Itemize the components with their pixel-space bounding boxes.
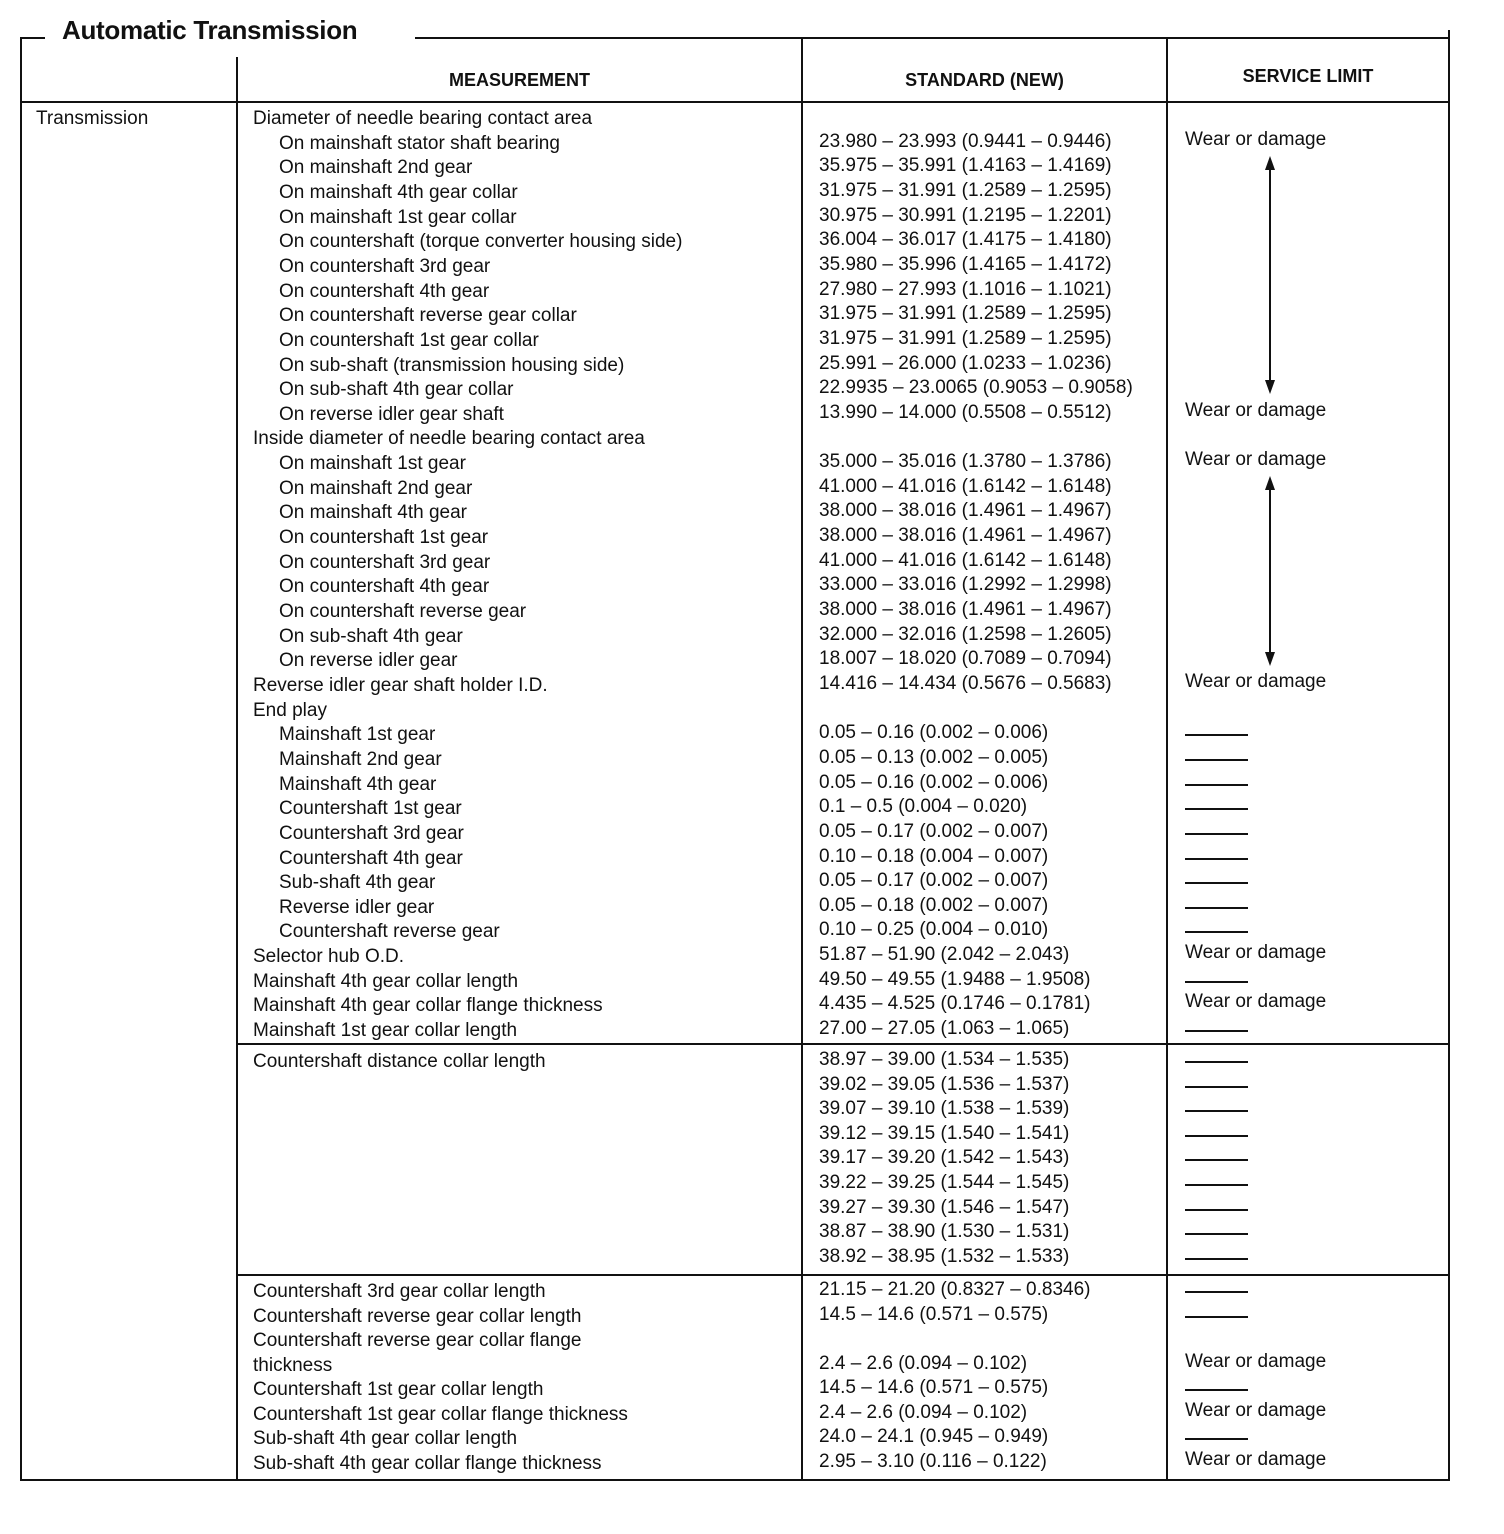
service-limit-cell: Wear or damage — [1185, 399, 1327, 421]
standard-cell: 39.27 – 39.30 (1.546 – 1.547) — [819, 1196, 1070, 1218]
table-row — [0, 1122, 1504, 1149]
standard-cell: 38.000 – 38.016 (1.4961 – 1.4967) — [819, 599, 1112, 620]
standard-cell: 49.50 – 49.55 (1.9488 – 1.9508) — [819, 968, 1091, 990]
no-limit-dash — [1185, 1110, 1248, 1112]
standard-cell: 38.000 – 38.016 (1.4961 – 1.4967) — [819, 525, 1112, 547]
standard-cell: 27.980 – 27.993 (1.1016 – 1.1021) — [819, 278, 1112, 300]
standard-cell: 35.980 – 35.996 (1.4165 – 1.4172) — [819, 253, 1112, 275]
measurement-cell: Countershaft 1st gear collar flange thickness — [253, 1403, 628, 1425]
no-limit-dash — [1185, 808, 1248, 810]
table-row — [0, 820, 1504, 847]
table-row — [0, 1196, 1504, 1223]
standard-cell: 30.975 – 30.991 (1.2195 – 1.2201) — [819, 204, 1112, 226]
measurement-cell: Countershaft reverse gear collar flange — [253, 1330, 582, 1352]
table-row — [0, 399, 1504, 428]
measurement-cell: thickness — [253, 1354, 333, 1376]
standard-cell: 38.92 – 38.95 (1.532 – 1.533) — [819, 1245, 1070, 1267]
standard-cell: 33.000 – 33.016 (1.2992 – 1.2998) — [819, 574, 1112, 596]
no-limit-dash — [1185, 1316, 1248, 1318]
table-row — [0, 798, 1504, 822]
standard-cell: 13.990 – 14.000 (0.5508 – 0.5512) — [819, 401, 1112, 423]
no-limit-dash — [1185, 981, 1248, 983]
no-limit-dash — [1185, 1258, 1248, 1260]
standard-cell: 36.004 – 36.017 (1.4175 – 1.4180) — [819, 229, 1112, 251]
service-limit-cell: Wear or damage — [1185, 1448, 1327, 1470]
standard-cell: 14.416 – 14.434 (0.5676 – 0.5683) — [819, 672, 1112, 694]
standard-cell: 39.02 – 39.05 (1.536 – 1.537) — [819, 1073, 1070, 1095]
table-row — [0, 942, 1504, 970]
table-row — [0, 352, 1504, 379]
standard-cell: 0.05 – 0.16 (0.002 – 0.006) — [819, 771, 1049, 793]
standard-cell: 0.05 – 0.16 (0.002 – 0.006) — [819, 722, 1049, 744]
table-row — [0, 1350, 1504, 1379]
header-service-limit: SERVICE LIMIT — [1242, 66, 1374, 86]
measurement-cell: Countershaft 3rd gear — [279, 822, 464, 844]
no-limit-dash — [1185, 759, 1248, 761]
measurement-cell: Countershaft 4th gear — [279, 847, 463, 869]
measurement-cell: End play — [253, 699, 327, 721]
standard-cell: 38.97 – 39.00 (1.534 – 1.535) — [819, 1049, 1070, 1070]
header-measurement: MEASUREMENT — [448, 70, 590, 90]
standard-cell: 18.007 – 18.020 (0.7089 – 0.7094) — [819, 648, 1112, 670]
measurement-cell: On countershaft (torque converter housing side) — [279, 231, 683, 253]
table-row — [0, 1303, 1504, 1330]
standard-cell: 39.12 – 39.15 (1.540 – 1.541) — [819, 1122, 1070, 1144]
measurement-cell: Inside diameter of needle bearing contact area — [253, 428, 645, 450]
no-limit-dash — [1185, 1135, 1248, 1137]
measurement-cell: On sub-shaft 4th gear — [279, 625, 463, 647]
table-row — [0, 1073, 1504, 1100]
standard-cell: 31.975 – 31.991 (1.2589 – 1.2595) — [819, 327, 1112, 349]
measurement-cell: On sub-shaft 4th gear collar — [279, 379, 514, 401]
measurement-cell: Countershaft distance collar length — [253, 1051, 546, 1072]
table-row — [0, 991, 1504, 1019]
no-limit-dash — [1185, 907, 1248, 909]
table-row — [0, 746, 1504, 773]
table-row — [0, 128, 1504, 157]
measurement-cell: On countershaft 4th gear — [279, 280, 490, 302]
measurement-cell: On countershaft 3rd gear — [279, 551, 491, 573]
measurement-cell: Mainshaft 1st gear — [279, 724, 436, 746]
measurement-cell: On mainshaft 1st gear — [279, 453, 466, 475]
table-row — [0, 700, 1504, 724]
standard-cell: 35.000 – 35.016 (1.3780 – 1.3786) — [819, 451, 1112, 473]
standard-cell: 41.000 – 41.016 (1.6142 – 1.6148) — [819, 475, 1112, 497]
standard-cell: 31.975 – 31.991 (1.2589 – 1.2595) — [819, 179, 1112, 201]
table-row — [0, 894, 1504, 921]
table-row — [0, 305, 1504, 329]
table-row — [0, 623, 1504, 650]
measurement-cell: Reverse idler gear shaft holder I.D. — [253, 674, 548, 696]
no-limit-dash — [1185, 1233, 1248, 1235]
table-row — [0, 1020, 1504, 1044]
table-row — [0, 1448, 1504, 1477]
no-limit-dash — [1185, 1184, 1248, 1186]
standard-cell: 2.95 – 3.10 (0.116 – 0.122) — [819, 1450, 1047, 1472]
measurement-cell: On countershaft reverse gear — [279, 601, 527, 622]
standard-cell: 24.0 – 24.1 (0.945 – 0.949) — [819, 1426, 1049, 1448]
standard-cell: 32.000 – 32.016 (1.2598 – 1.2605) — [819, 623, 1112, 645]
table-row — [0, 1149, 1504, 1173]
table-row — [0, 1245, 1504, 1272]
standard-cell: 0.05 – 0.17 (0.002 – 0.007) — [819, 870, 1049, 892]
measurement-cell: Sub-shaft 4th gear collar flange thickness — [253, 1452, 602, 1474]
measurement-cell: Mainshaft 4th gear — [279, 773, 437, 795]
measurement-cell: Reverse idler gear — [279, 896, 435, 918]
standard-cell: 21.15 – 21.20 (0.8327 – 0.8346) — [819, 1279, 1091, 1300]
table-row — [0, 253, 1504, 280]
standard-cell: 2.4 – 2.6 (0.094 – 0.102) — [819, 1352, 1028, 1374]
no-limit-dash — [1185, 858, 1248, 860]
standard-cell: 22.9935 – 23.0065 (0.9053 – 0.9058) — [819, 377, 1133, 399]
table-row — [0, 872, 1504, 896]
table-row — [0, 527, 1504, 551]
standard-cell: 0.10 – 0.25 (0.004 – 0.010) — [819, 919, 1049, 941]
table-row — [0, 278, 1504, 305]
measurement-cell: On mainshaft 4th gear collar — [279, 181, 518, 203]
measurement-cell: On mainshaft stator shaft bearing — [279, 132, 560, 154]
standard-cell: 0.05 – 0.18 (0.002 – 0.007) — [819, 894, 1049, 916]
measurement-cell: Countershaft 1st gear — [279, 798, 462, 820]
measurement-cell: Mainshaft 4th gear collar flange thickness — [253, 995, 603, 1017]
table-row — [0, 670, 1504, 699]
no-limit-dash — [1185, 734, 1248, 736]
standard-cell: 0.10 – 0.18 (0.004 – 0.007) — [819, 845, 1049, 867]
standard-cell: 0.05 – 0.13 (0.002 – 0.005) — [819, 746, 1049, 768]
table-row — [0, 157, 1504, 181]
no-limit-dash — [1185, 1030, 1248, 1032]
standard-cell: 39.07 – 39.10 (1.538 – 1.539) — [819, 1098, 1070, 1120]
no-limit-dash — [1185, 1061, 1248, 1063]
measurement-cell: Countershaft 3rd gear collar length — [253, 1281, 546, 1302]
service-limit-cell: Wear or damage — [1185, 670, 1327, 692]
table-row — [0, 1281, 1504, 1305]
service-limit-cell: Wear or damage — [1185, 449, 1327, 471]
measurement-cell: On mainshaft 4th gear — [279, 502, 467, 524]
standard-cell: 39.17 – 39.20 (1.542 – 1.543) — [819, 1147, 1070, 1169]
standard-cell: 4.435 – 4.525 (0.1746 – 0.1781) — [819, 993, 1091, 1015]
service-limit-cell: Wear or damage — [1185, 942, 1327, 964]
measurement-cell: Countershaft 1st gear collar length — [253, 1379, 544, 1401]
page-title: Automatic Transmission — [62, 15, 358, 45]
measurement-cell: Mainshaft 4th gear collar length — [253, 970, 519, 992]
group-divider-2 — [236, 1274, 1450, 1276]
no-limit-dash — [1185, 1389, 1248, 1391]
measurement-cell: On countershaft 1st gear — [279, 527, 489, 549]
frame-bottom — [20, 1479, 1450, 1481]
no-limit-dash — [1185, 931, 1248, 933]
measurement-cell: Mainshaft 2nd gear — [279, 748, 442, 770]
table-row — [0, 576, 1504, 600]
service-limit-cell: Wear or damage — [1185, 1399, 1327, 1421]
standard-cell: 31.975 – 31.991 (1.2589 – 1.2595) — [819, 303, 1112, 325]
table-row — [0, 204, 1504, 231]
table-row — [0, 1051, 1504, 1075]
table-row — [0, 231, 1504, 255]
standard-cell: 39.22 – 39.25 (1.544 – 1.545) — [819, 1172, 1070, 1193]
measurement-cell: On countershaft reverse gear collar — [279, 305, 577, 327]
measurement-cell: Mainshaft 1st gear collar length — [253, 1020, 518, 1042]
section-label: Transmission — [36, 108, 149, 129]
table-row — [0, 845, 1504, 872]
measurement-cell: On reverse idler gear shaft — [279, 403, 504, 425]
standard-cell: 0.05 – 0.17 (0.002 – 0.007) — [819, 820, 1049, 842]
standard-cell: 23.980 – 23.993 (0.9441 – 0.9446) — [819, 130, 1112, 152]
measurement-cell: Diameter of needle bearing contact area — [253, 108, 593, 129]
standard-cell: 14.5 – 14.6 (0.571 – 0.575) — [819, 1303, 1049, 1325]
table-row — [0, 1399, 1504, 1428]
no-limit-dash — [1185, 1438, 1248, 1440]
measurement-cell: On countershaft 3rd gear — [279, 255, 491, 277]
table-row — [0, 179, 1504, 206]
table-row — [0, 449, 1504, 477]
standard-cell: 41.000 – 41.016 (1.6142 – 1.6148) — [819, 549, 1112, 571]
table-row — [0, 724, 1504, 748]
no-limit-dash — [1185, 1209, 1248, 1211]
service-limit-cell: Wear or damage — [1185, 128, 1327, 150]
no-limit-dash — [1185, 784, 1248, 786]
title-rule-right — [415, 37, 1450, 39]
measurement-cell: On sub-shaft (transmission housing side) — [279, 354, 625, 376]
measurement-cell: Sub-shaft 4th gear — [279, 872, 436, 894]
table-row — [0, 1100, 1504, 1124]
standard-cell: 38.000 – 38.016 (1.4961 – 1.4967) — [819, 500, 1112, 522]
table-row — [0, 475, 1504, 502]
no-limit-dash — [1185, 882, 1248, 884]
standard-cell: 0.1 – 0.5 (0.004 – 0.020) — [819, 796, 1028, 818]
table-row — [0, 601, 1504, 625]
standard-cell: 14.5 – 14.6 (0.571 – 0.575) — [819, 1377, 1049, 1399]
measurement-cell: Countershaft reverse gear collar length — [253, 1305, 582, 1327]
header-rule — [20, 101, 1450, 103]
standard-cell: 51.87 – 51.90 (2.042 – 2.043) — [819, 944, 1070, 966]
no-limit-dash — [1185, 1159, 1248, 1161]
measurement-cell: On reverse idler gear — [279, 650, 458, 672]
measurement-cell: Countershaft reverse gear — [279, 921, 500, 943]
standard-cell: 35.975 – 35.991 (1.4163 – 1.4169) — [819, 155, 1112, 177]
measurement-cell: On countershaft 4th gear — [279, 576, 490, 598]
standard-cell: 38.87 – 38.90 (1.530 – 1.531) — [819, 1221, 1070, 1243]
table-row — [0, 771, 1504, 798]
service-limit-cell: Wear or damage — [1185, 991, 1327, 1013]
no-limit-dash — [1185, 833, 1248, 835]
title-rule-left — [20, 37, 45, 39]
table-row — [0, 1223, 1504, 1247]
measurement-cell: On countershaft 1st gear collar — [279, 329, 539, 351]
table-row — [0, 549, 1504, 576]
table-row — [0, 327, 1504, 354]
table-row — [0, 1174, 1504, 1198]
no-limit-dash — [1185, 1086, 1248, 1088]
measurement-cell: Selector hub O.D. — [253, 946, 405, 968]
standard-cell: 25.991 – 26.000 (1.0233 – 1.0236) — [819, 352, 1112, 374]
measurement-cell: On mainshaft 2nd gear — [279, 477, 473, 499]
measurement-cell: On mainshaft 2nd gear — [279, 157, 473, 179]
no-limit-dash — [1185, 1291, 1248, 1293]
table-row — [0, 502, 1504, 526]
measurement-cell: On mainshaft 1st gear collar — [279, 206, 517, 228]
measurement-cell: Sub-shaft 4th gear collar length — [253, 1428, 518, 1450]
header-standard: STANDARD (NEW) — [905, 70, 1064, 90]
standard-cell: 27.00 – 27.05 (1.063 – 1.065) — [819, 1018, 1070, 1040]
standard-cell: 2.4 – 2.6 (0.094 – 0.102) — [819, 1401, 1028, 1423]
service-limit-cell: Wear or damage — [1185, 1350, 1327, 1372]
